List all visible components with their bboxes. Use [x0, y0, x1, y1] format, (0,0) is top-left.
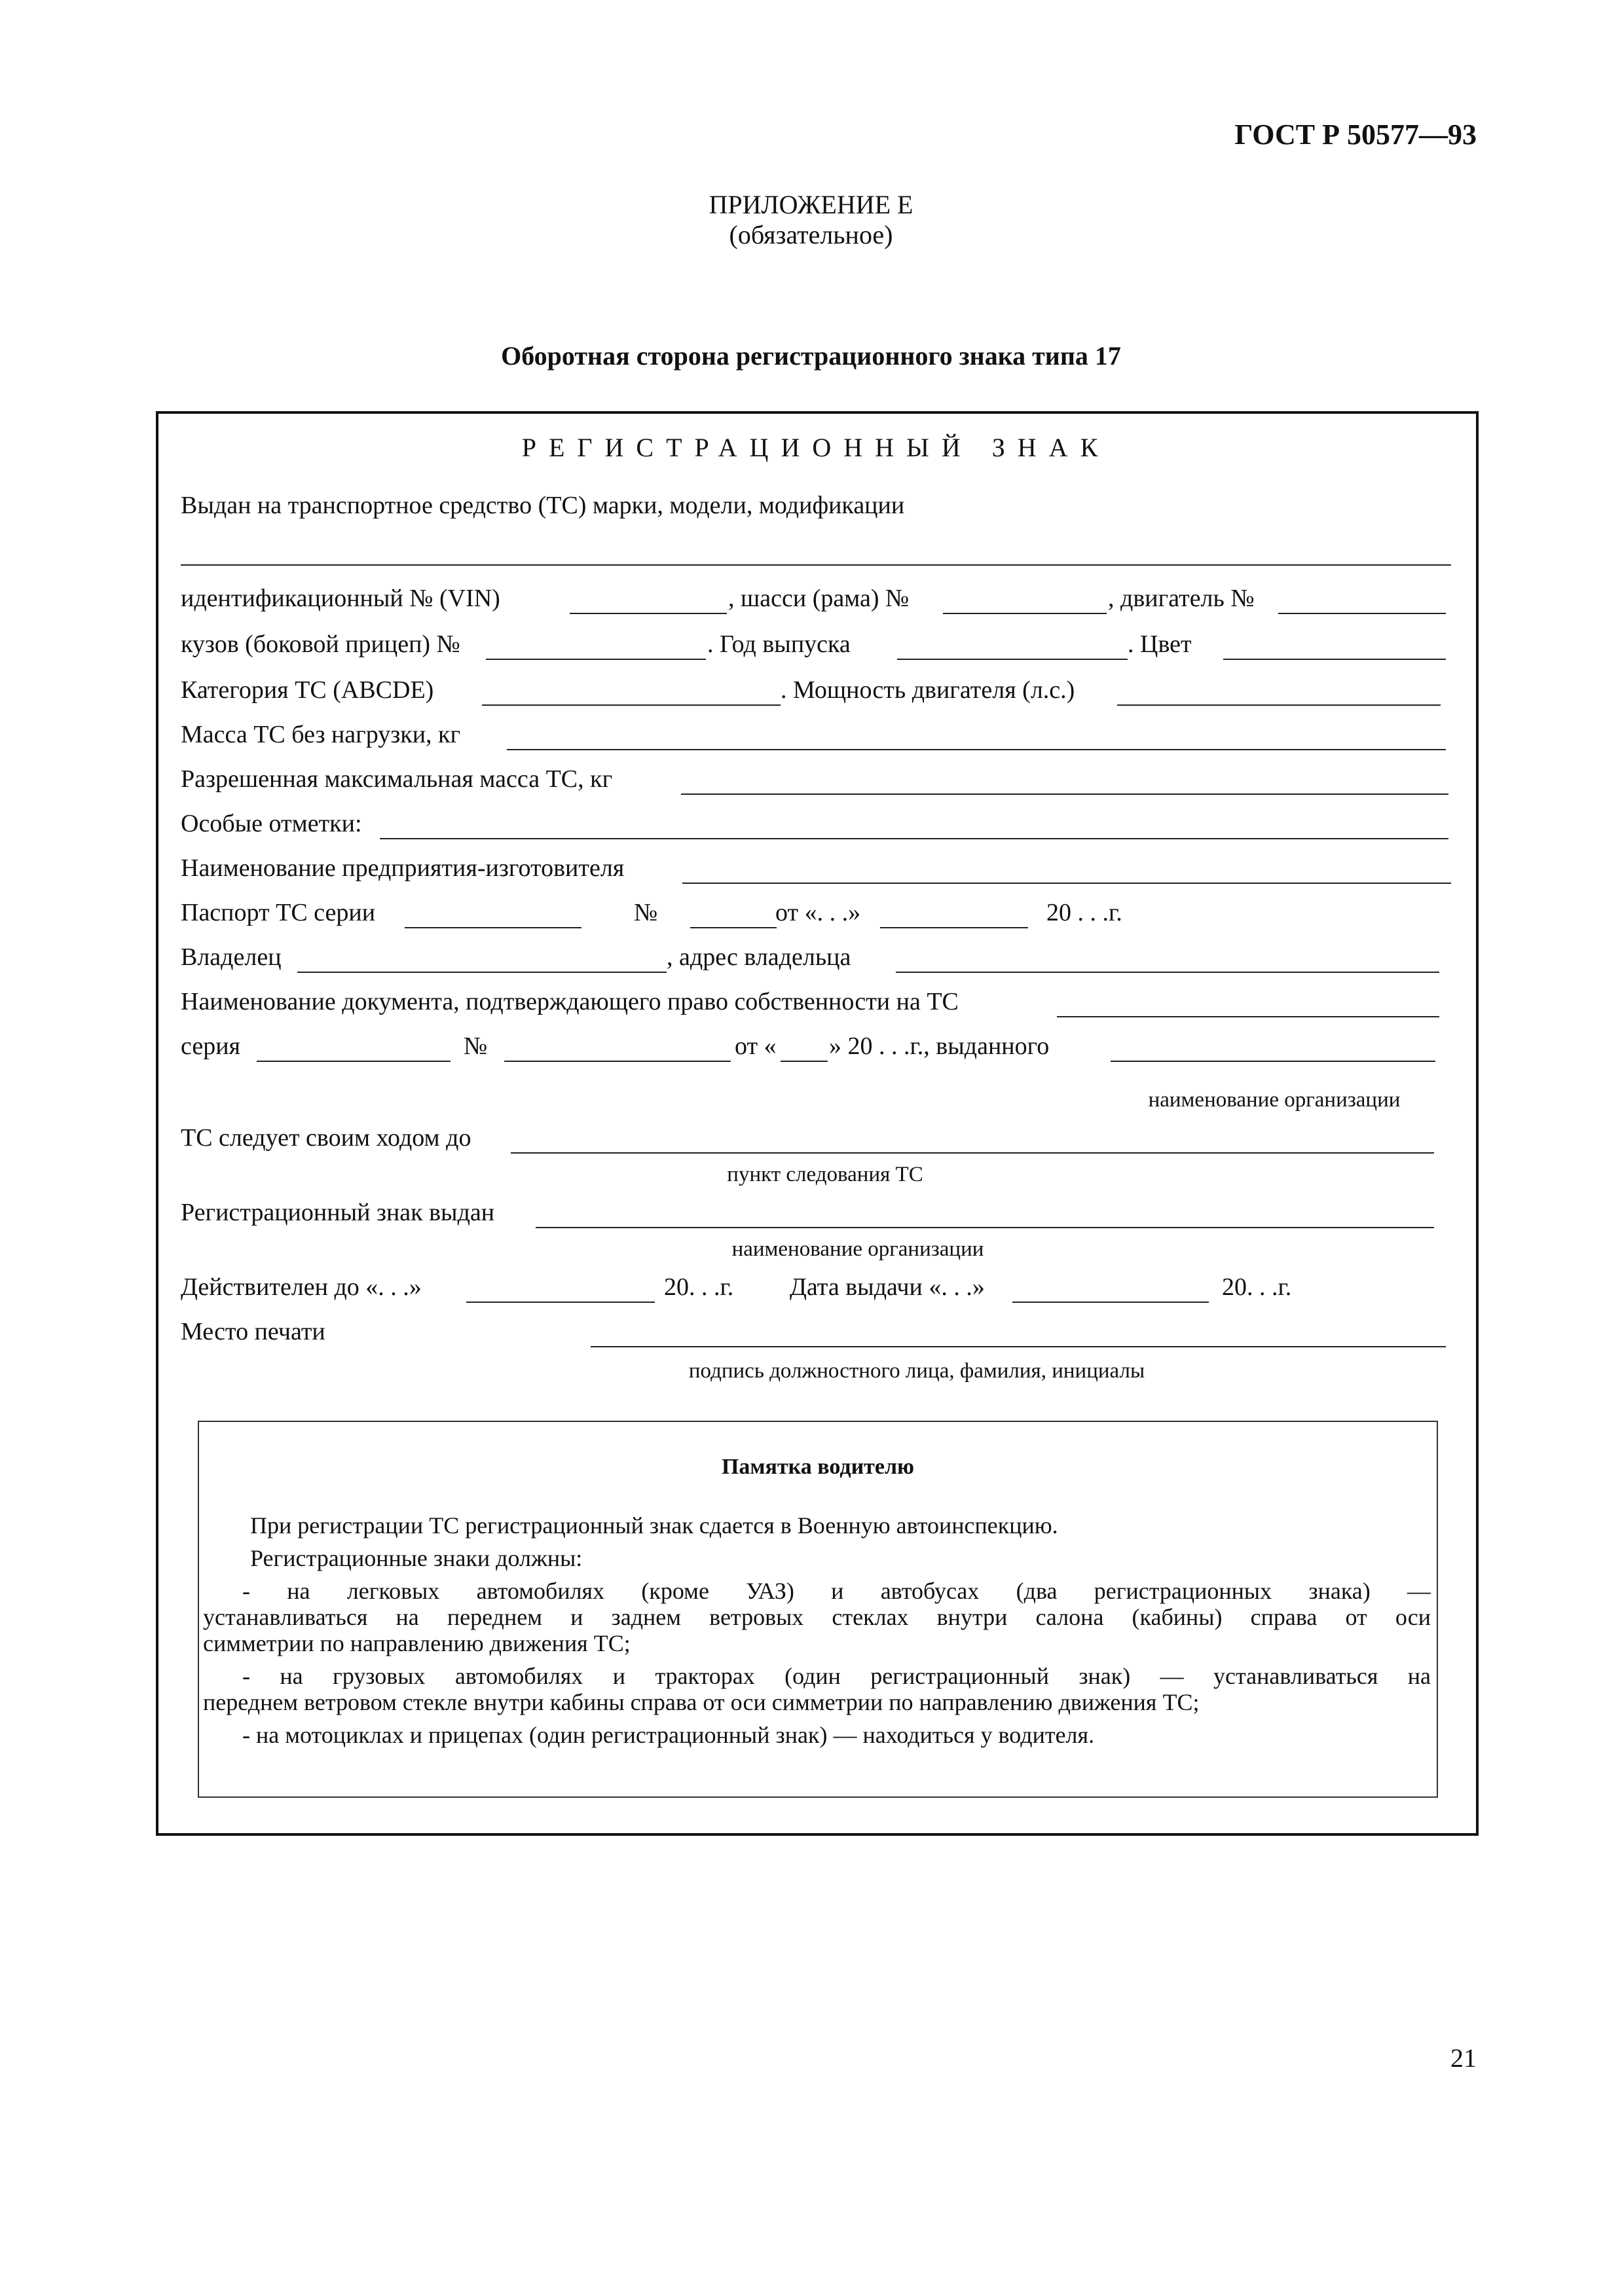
memo-title: Памятка водителю: [721, 1455, 915, 1479]
memo-paragraph-4-line-1: - на грузовых автомобилях и тракторах (один регистрационный знак) — устанавливаться на: [242, 1663, 1431, 1689]
passport-from-label: от «. . .»: [775, 899, 861, 926]
form-top-border: [156, 411, 1476, 414]
signature-field[interactable]: [591, 1346, 1446, 1347]
memo-paragraph-3-line-2: устанавливаться на переднем и заднем ветровых стеклах внутри салона (кабины) справа от оси: [203, 1604, 1431, 1630]
valid-label: Действителен до «. . .»: [181, 1273, 422, 1301]
special-label: Особые отметки:: [181, 810, 362, 837]
issued-sign-field[interactable]: [536, 1227, 1434, 1228]
form-bottom-border: [156, 1833, 1476, 1836]
passport-year-label: 20 . . .г.: [1046, 899, 1122, 926]
route-row: [181, 1123, 1451, 1160]
issued-sign-caption: наименование организации: [731, 1237, 984, 1261]
special-field[interactable]: [380, 838, 1448, 839]
vin-row: [181, 584, 1451, 621]
section-title: Оборотная сторона регистрационного знака типа 17: [501, 341, 1121, 371]
memo-paragraph-3-line-3: симметрии по направлению движения ТС;: [203, 1630, 631, 1656]
issued-sign-row: [181, 1198, 1451, 1235]
special-row: [181, 809, 1451, 846]
year-label: . Год выпуска: [707, 630, 851, 658]
document-field[interactable]: [1057, 1016, 1439, 1017]
mass-field[interactable]: [507, 749, 1446, 750]
standard-number: ГОСТ Р 50577—93: [1234, 118, 1477, 151]
chassis-label: , шасси (рама) №: [728, 585, 910, 612]
mass-row: [181, 720, 1451, 757]
memo-paragraph-2: Регистрационные знаки должны:: [250, 1545, 583, 1571]
engine-field[interactable]: [1278, 613, 1446, 614]
chassis-field[interactable]: [943, 613, 1107, 614]
power-label: . Мощность двигателя (л.с.): [781, 676, 1075, 704]
passport-label: Паспорт ТС серии: [181, 899, 376, 926]
series-from-label: от «: [735, 1032, 777, 1060]
power-field[interactable]: [1117, 704, 1441, 706]
passport-date-field[interactable]: [880, 927, 1028, 928]
owner-label: Владелец: [181, 943, 282, 971]
mass-label: Масса ТС без нагрузки, кг: [181, 721, 461, 748]
route-caption: пункт следования ТС: [727, 1163, 923, 1186]
memo-paragraph-3-line-1: - на легковых автомобилях (кроме УАЗ) и автобусах (два регистрационных знака) —: [242, 1578, 1431, 1604]
passport-number-sign: №: [634, 899, 658, 926]
org-caption: наименование организации: [1148, 1088, 1401, 1112]
form-heading: РЕГИСТРАЦИОННЫЙ ЗНАК: [521, 433, 1111, 462]
page-number: 21: [1450, 2043, 1477, 2073]
passport-number-field[interactable]: [690, 927, 777, 928]
signature-caption: подпись должностного лица, фамилия, инициалы: [688, 1359, 1145, 1383]
manufacturer-label: Наименование предприятия-изготовителя: [181, 854, 625, 882]
passport-row: [181, 898, 1451, 935]
seal-label: Место печати: [181, 1318, 325, 1345]
issue-date-label: Дата выдачи «. . .»: [790, 1273, 985, 1301]
manufacturer-row: [181, 854, 1451, 890]
max-mass-field[interactable]: [681, 793, 1448, 795]
owner-field[interactable]: [297, 972, 667, 973]
category-row: [181, 676, 1451, 712]
issue-year-label: 20. . .г.: [1222, 1273, 1292, 1301]
appendix-heading: [0, 190, 1622, 250]
memo-paragraph-1: При регистрации ТС регистрационный знак сдается в Военную автоинспекцию.: [250, 1512, 1058, 1539]
vin-label: идентификационный № (VIN): [181, 585, 500, 612]
model-field[interactable]: [181, 564, 1451, 566]
route-field[interactable]: [511, 1152, 1434, 1154]
valid-year-label: 20. . .г.: [664, 1273, 734, 1301]
valid-date-field[interactable]: [466, 1302, 655, 1303]
max-mass-label: Разрешенная максимальная масса ТС, кг: [181, 765, 613, 793]
year-field[interactable]: [897, 659, 1128, 660]
color-field[interactable]: [1223, 659, 1446, 660]
memo-paragraph-4-line-2: переднем ветровом стекле внутри кабины справа от оси симметрии по направлению движения ТС;: [203, 1689, 1200, 1715]
series-number-field[interactable]: [504, 1061, 731, 1062]
series-label: серия: [181, 1032, 241, 1060]
series-row: [181, 1032, 1451, 1068]
body-field[interactable]: [486, 659, 706, 660]
validity-row: [181, 1273, 1451, 1309]
appendix-title: ПРИЛОЖЕНИЕ Е: [709, 190, 913, 219]
engine-label: , двигатель №: [1108, 585, 1255, 612]
issuer-field[interactable]: [1111, 1061, 1435, 1062]
max-mass-row: [181, 765, 1451, 801]
issued-sign-label: Регистрационный знак выдан: [181, 1199, 495, 1226]
memo-paragraph-5: - на мотоциклах и прицепах (один регистрационный знак) — находиться у водителя.: [242, 1722, 1095, 1748]
owner-row: [181, 943, 1451, 979]
issue-date-field[interactable]: [1012, 1302, 1209, 1303]
color-label: . Цвет: [1128, 630, 1192, 658]
issued-for-label: Выдан на транспортное средство (ТС) марки, модели, модификации: [181, 492, 905, 519]
manufacturer-field[interactable]: [682, 883, 1451, 884]
category-label: Категория ТС (ABCDE): [181, 676, 434, 704]
body-row: [181, 630, 1451, 666]
passport-series-field[interactable]: [405, 927, 581, 928]
route-label: ТС следует своим ходом до: [181, 1124, 471, 1152]
document-label: Наименование документа, подтверждающего право собственности на ТС: [181, 988, 959, 1015]
issued-for-row: [181, 491, 1451, 528]
body-label: кузов (боковой прицеп) №: [181, 630, 460, 658]
appendix-note: (обязательное): [729, 220, 893, 249]
seal-row: [181, 1317, 1451, 1354]
series-day-field[interactable]: [781, 1061, 828, 1062]
category-field[interactable]: [482, 704, 781, 706]
owner-address-label: , адрес владельца: [667, 943, 851, 971]
vin-field[interactable]: [570, 613, 727, 614]
series-rest-label: » 20 . . .г., выданного: [829, 1032, 1050, 1060]
series-number-sign: №: [464, 1032, 488, 1060]
series-field[interactable]: [257, 1061, 451, 1062]
owner-address-field[interactable]: [896, 972, 1439, 973]
document-row: [181, 987, 1451, 1024]
